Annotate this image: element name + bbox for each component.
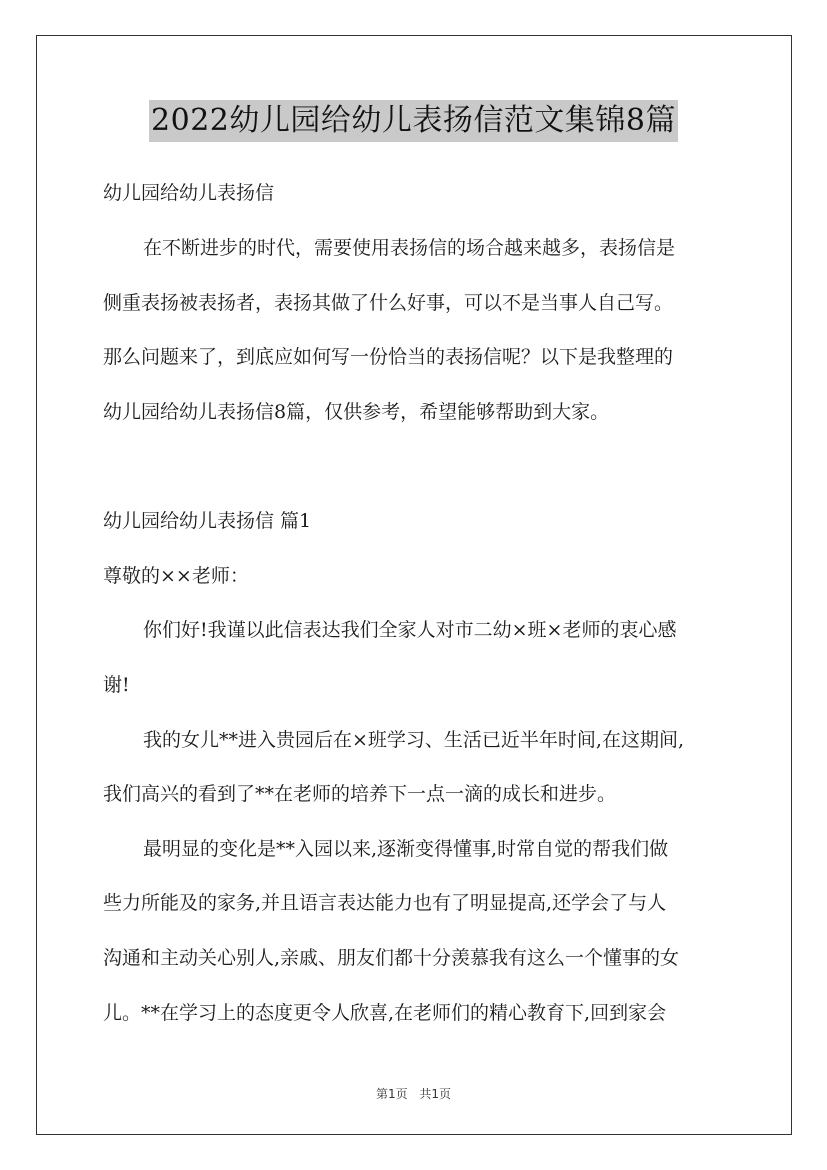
page-footer xyxy=(0,1085,827,1102)
paragraph-line: 我的女儿**进入贵园后在×班学习、生活已近半年时间,在这期间, xyxy=(143,729,685,751)
paragraph-line: 幼儿园给幼儿表扬信8篇，仅供参考，希望能够帮助到大家。 xyxy=(103,401,610,423)
paragraph-line: 侧重表扬被表扬者，表扬其做了什么好事，可以不是当事人自己写。 xyxy=(103,292,674,314)
paragraph-line: 谢! xyxy=(103,674,130,696)
paragraph-line: 儿。**在学习上的态度更令人欣喜,在老师们的精心教育下,回到家会 xyxy=(103,1002,667,1024)
salutation: 尊敬的××老师： xyxy=(103,565,249,587)
paragraph-line: 在不断进步的时代，需要使用表扬信的场合越来越多，表扬信是 xyxy=(143,237,676,259)
paragraph-line: 那么问题来了，到底应如何写一份恰当的表扬信呢？以下是我整理的 xyxy=(103,346,674,368)
paragraph-line: 沟通和主动关心别人,亲戚、朋友们都十分羡慕我有这么一个懂事的女 xyxy=(103,947,680,969)
page-total: 共1页 xyxy=(419,1087,452,1101)
paragraph-line: 你们好!我谨以此信表达我们全家人对市二幼×班×老师的衷心感 xyxy=(143,619,677,641)
document-title: 2022幼儿园给幼儿表扬信范文集锦8篇 xyxy=(149,100,678,142)
title-wrap xyxy=(0,100,827,142)
section-heading: 幼儿园给幼儿表扬信 xyxy=(103,182,275,204)
paragraph-line: 我们高兴的看到了**在老师的培养下一点一滴的成长和进步。 xyxy=(103,783,617,805)
page-number: 第1页 xyxy=(375,1087,408,1101)
section-heading: 幼儿园给幼儿表扬信 篇1 xyxy=(103,510,312,532)
paragraph-line: 些力所能及的家务,并且语言表达能力也有了明显提高,还学会了与人 xyxy=(103,892,667,914)
paragraph-line: 最明显的变化是**入园以来,逐渐变得懂事,时常自觉的帮我们做 xyxy=(143,838,669,860)
